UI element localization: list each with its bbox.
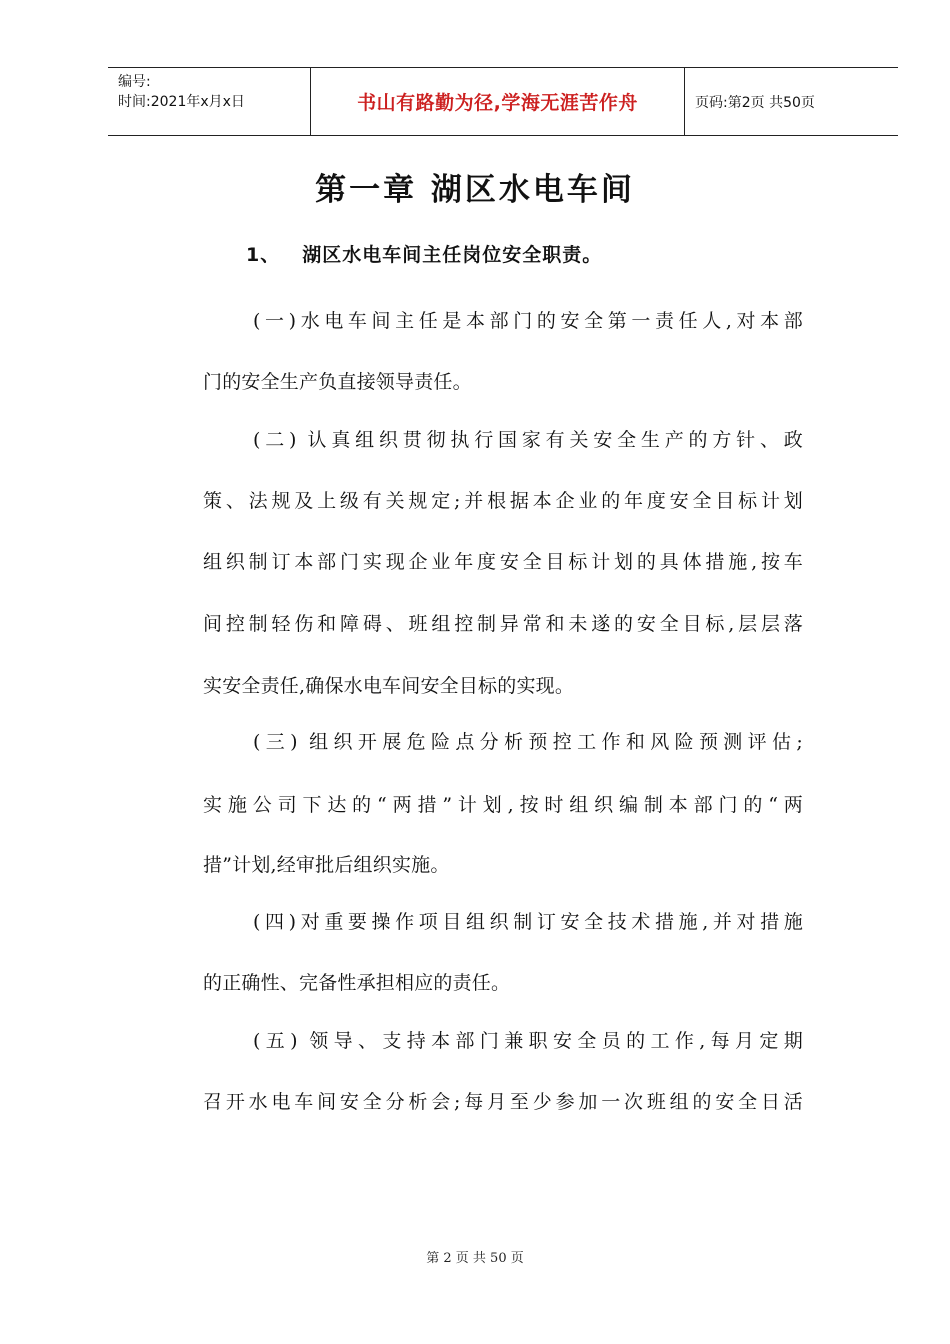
chapter-title: 第一章 湖区水电车间 <box>315 172 635 208</box>
paragraph-line: 实安全责任,确保水电车间安全目标的实现。 <box>203 675 575 697</box>
paragraph-line: (五) 领导、支持本部门兼职安全员的工作,每月定期 <box>253 1030 803 1052</box>
section-title: 湖区水电车间主任岗位安全职责。 <box>302 244 603 266</box>
paragraph-line: (四)对重要操作项目组织制订安全技术措施,并对措施 <box>253 911 803 933</box>
document-header <box>108 67 898 136</box>
header-page-info: 页码:第2页 共50页 <box>695 94 815 111</box>
header-time-label: 时间:2021年x月x日 <box>118 94 245 110</box>
page-footer: 第 2 页 共 50 页 <box>426 1251 524 1266</box>
header-number-label: 编号: <box>118 74 151 90</box>
section-number: 1、 <box>246 244 281 266</box>
header-motto: 书山有路勤为径,学海无涯苦作舟 <box>311 68 685 135</box>
paragraph-line: (二) 认真组织贯彻执行国家有关安全生产的方针、政 <box>253 429 803 451</box>
section-heading <box>246 240 602 267</box>
paragraph-line: (三) 组织开展危险点分析预控工作和风险预测评估; <box>253 731 803 753</box>
paragraph-line: 实施公司下达的“两措”计划,按时组织编制本部门的“两 <box>203 794 803 816</box>
paragraph-line: 策、法规及上级有关规定;并根据本企业的年度安全目标计划 <box>203 490 803 512</box>
paragraph-line: (一)水电车间主任是本部门的安全第一责任人,对本部 <box>253 310 803 332</box>
paragraph-line: 召开水电车间安全分析会;每月至少参加一次班组的安全日活 <box>203 1091 803 1113</box>
paragraph-line: 门的安全生产负直接领导责任。 <box>203 371 472 393</box>
paragraph-line: 间控制轻伤和障碍、班组控制异常和未遂的安全目标,层层落 <box>203 613 803 635</box>
paragraph-line: 的正确性、完备性承担相应的责任。 <box>203 972 511 994</box>
paragraph-line: 措”计划,经审批后组织实施。 <box>203 854 450 876</box>
paragraph-line: 组织制订本部门实现企业年度安全目标计划的具体措施,按车 <box>203 551 803 573</box>
header-meta <box>108 68 311 135</box>
